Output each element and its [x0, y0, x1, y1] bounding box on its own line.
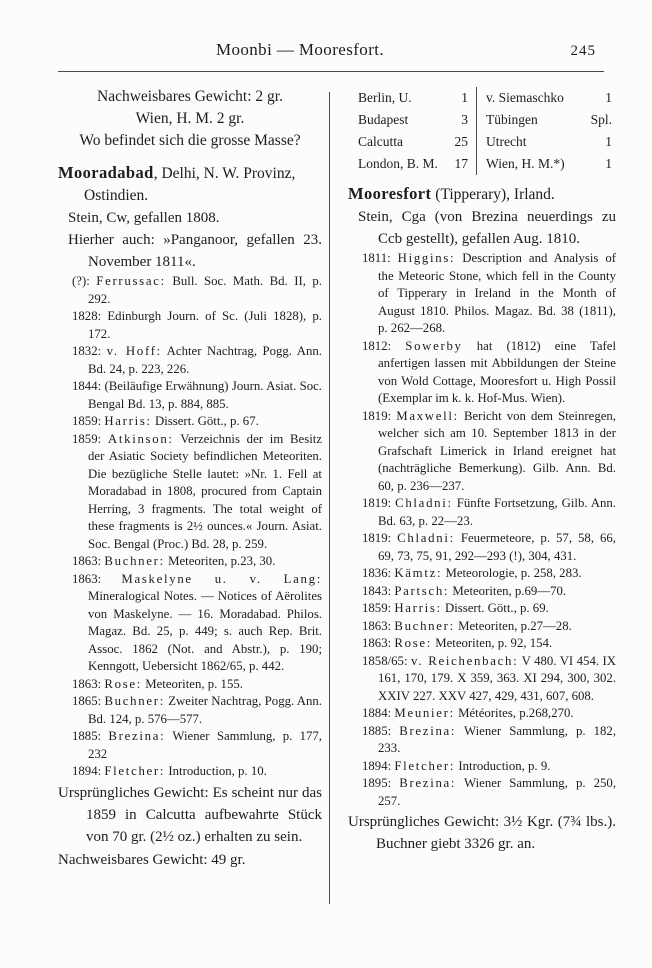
- entry-headword-rest: , Delhi, N. W. Provinz, Ostindien.: [84, 165, 296, 204]
- reference-text: Meteoriten, p.27—28.: [458, 618, 572, 633]
- reference-item: [58, 676, 322, 694]
- reference-text: Meteorologie, p. 258, 283.: [445, 566, 582, 580]
- weight-note-line: Wien, H. M. 2 gr.: [135, 110, 245, 127]
- reference-text: Introduction, p. 9.: [458, 758, 551, 773]
- reference-text: Description and Analysis of the Meteoric Stone, which fell in the County of Tipperary in Ireland in the Month of August 1810. Philos. Magaz. Bd. 38 (1811), p. 262—268.: [378, 251, 616, 335]
- page-number: 245: [570, 43, 596, 59]
- reference-year: 1863:: [362, 636, 392, 650]
- collection-name: London, B. M.: [358, 156, 438, 171]
- right-column: [348, 86, 616, 871]
- reference-item: [58, 763, 322, 781]
- reference-year: 1863:: [362, 618, 392, 633]
- reference-year: 1828:: [72, 309, 102, 323]
- reference-text: Wiener Sammlung, p. 177, 232: [88, 729, 323, 761]
- collection-count: 1: [605, 156, 612, 171]
- reference-year: 1885:: [362, 723, 392, 738]
- reference-text: Meteoriten, p.23, 30.: [168, 554, 276, 568]
- entry-headword-rest: (Tipperary), Irland.: [431, 186, 555, 203]
- reference-text: Meteoriten, p. 92, 154.: [435, 636, 553, 650]
- reference-year: 1812:: [362, 338, 392, 353]
- table-row: [358, 87, 616, 109]
- page-title: Moonbi — Mooresfort.: [215, 40, 385, 59]
- entry-note-line: Hierher auch: »Panganoor, gefallen 23. November 1811«.: [68, 232, 322, 270]
- reference-item: [348, 565, 616, 583]
- reference-year: 1811:: [362, 251, 391, 265]
- reference-year: 1859:: [72, 431, 102, 446]
- collection-name: Calcutta: [358, 134, 403, 149]
- reference-item: [348, 338, 616, 408]
- reference-text: V 480. VI 454. IX 161, 170, 179. X 359, 363. XI 294, 300, 302. XXIV 227. XXV 427, 429, 431, 607, 608.: [378, 653, 617, 703]
- reference-item: [348, 618, 616, 636]
- reference-year: 1843:: [362, 583, 392, 598]
- reference-text: Introduction, p. 10.: [168, 764, 267, 778]
- collections-table: [358, 87, 616, 175]
- reference-text: Wiener Sammlung, p. 250, 257.: [378, 776, 617, 808]
- reference-item: [58, 431, 322, 554]
- reference-author: Chladni:: [397, 531, 455, 545]
- reference-text: (Beiläufige Erwähnung) Journ. Asiat. Soc. Bengal Bd. 13, p. 884, 885.: [88, 379, 322, 411]
- header-rule: [58, 71, 604, 72]
- table-row: [358, 153, 616, 175]
- collection-name: Utrecht: [476, 131, 582, 153]
- reference-text: Verzeichnis der im Besitz der Asiatic Society befindlichen Meteoriten. Die bezügliche Stelle lautet: »Nr. 1. Fell at Moradabad in 1808, procured from Captain Herring, 3 fragments. The total weight of these fragments is 2½ ounces.« Journ. Asiat. Soc. Bengal (Proc.) Bd. 28, p. 259.: [88, 431, 323, 551]
- reference-author: Harris:: [104, 414, 152, 428]
- reference-text: Météorites, p.268,270.: [458, 706, 574, 720]
- reference-text: Bericht von dem Steinregen, welcher sich am 10. September 1813 in der Grafschaft Limerick in Irland ereignet hat (nachträgliche Bemerkung). Gilb. Ann. Bd. 60, p. 236—237.: [378, 408, 616, 493]
- reference-author: Higgins:: [397, 251, 456, 265]
- reference-item: [348, 495, 616, 530]
- collection-name: Wien, H. M.*): [476, 153, 582, 175]
- collection-count: 1: [605, 90, 612, 105]
- reference-year: 1832:: [72, 344, 102, 358]
- reference-year: 1895:: [362, 776, 392, 790]
- collection-name: Budapest: [358, 112, 409, 127]
- reference-item: [348, 705, 616, 723]
- reference-author: Fletcher:: [104, 764, 166, 778]
- reference-year: 1894:: [362, 758, 392, 773]
- reference-text: Feuermeteore, p. 57, 58, 66, 69, 73, 75, 91, 292—293 (!), 304, 431.: [378, 531, 617, 563]
- reference-item: [348, 250, 616, 338]
- table-row: [358, 131, 616, 153]
- reference-author: Meunier:: [394, 706, 455, 720]
- reference-author: Kämtz:: [394, 566, 443, 580]
- reference-year: 1844:: [72, 379, 102, 393]
- reference-author: Brezina:: [399, 723, 457, 738]
- reference-item: [58, 308, 322, 343]
- reference-item: [348, 758, 616, 776]
- reference-year: 1863:: [72, 676, 102, 691]
- reference-author: Maxwell:: [396, 408, 459, 423]
- reference-text: Wiener Sammlung, p. 182, 233.: [378, 723, 617, 755]
- reference-author: Ferrussac:: [96, 274, 166, 288]
- reference-year: 1885:: [72, 729, 102, 743]
- reference-author: Maskelyne u. v. Lang:: [121, 571, 322, 586]
- entry-headword: Mooresfort: [348, 184, 432, 203]
- reference-item: [58, 693, 322, 728]
- reference-author: Brezina:: [108, 729, 166, 743]
- reference-text: Mineralogical Notes. — Notices of Aërolites von Maskelyne. — 16. Moradabad. Philos. Magaz. Bd. 25, p. 449; s. auch Rep. Brit. Assoc. 1862 (Not. and Abstr.), p. 190; Kenngott, Uebersicht 1862/65, p. 442.: [88, 589, 322, 673]
- traceable-weight-note: Nachweisbares Gewicht: 49 gr.: [58, 851, 246, 868]
- reference-text: hat (1812) eine Tafel anfertigen lassen mit Abbildungen der Steine von Wold Cottage, Mooresfort u. High Possil (Exemplar im k. k. Hof-Mus. Wien).: [378, 338, 617, 405]
- reference-text: Dissert. Gött., p. 69.: [445, 601, 549, 615]
- collection-count: 3: [461, 112, 468, 127]
- carryover-weight-note: [58, 86, 322, 152]
- reference-text: Fünfte Fortsetzung, Gilb. Ann. Bd. 63, p. 22—23.: [378, 496, 617, 528]
- collection-name: Tübingen: [476, 109, 582, 131]
- reference-item: [58, 273, 322, 308]
- reference-year: 1819:: [362, 496, 392, 510]
- reference-year: (?):: [72, 274, 90, 288]
- reference-item: [58, 571, 322, 676]
- collection-count: 17: [454, 156, 468, 171]
- reference-text: Edinburgh Journ. of Sc. (Juli 1828), p. 172.: [88, 309, 323, 341]
- reference-item: [58, 378, 322, 413]
- reference-year: 1894:: [72, 764, 102, 778]
- reference-author: v. Reichenbach:: [410, 653, 519, 668]
- reference-year: 1859:: [362, 601, 392, 615]
- reference-item: [348, 635, 616, 653]
- weight-note-line: Nachweisbares Gewicht: 2 gr.: [97, 88, 283, 105]
- reference-year: 1858/65:: [362, 653, 408, 668]
- weight-note-line: Wo befindet sich die grosse Masse?: [79, 132, 301, 149]
- collection-count: 1: [605, 134, 612, 149]
- collection-count: 25: [454, 134, 468, 149]
- entry-headword: Mooradabad: [58, 163, 154, 182]
- reference-author: Fletcher:: [394, 758, 456, 773]
- reference-author: Buchner:: [394, 618, 455, 633]
- reference-year: 1836:: [362, 566, 392, 580]
- reference-year: 1863:: [72, 554, 102, 568]
- reference-author: Harris:: [394, 601, 442, 615]
- left-column: [58, 86, 322, 871]
- reference-text: Meteoriten, p.69—70.: [452, 583, 567, 598]
- original-weight-note: Ursprüngliches Gewicht: 3½ Kgr. (7¾ lbs.). Buchner giebt 3326 gr. an.: [348, 814, 616, 852]
- collection-count: 1: [461, 90, 468, 105]
- entry-heading-mooresfort: [348, 183, 616, 206]
- reference-item: [58, 413, 322, 431]
- reference-author: Atkinson:: [107, 431, 174, 446]
- reference-text: Meteoriten, p. 155.: [145, 676, 243, 691]
- reference-item: [348, 408, 616, 496]
- collection-count: Spl.: [590, 112, 612, 127]
- collection-name: Berlin, U.: [358, 90, 412, 105]
- reference-year: 1859:: [72, 414, 102, 428]
- reference-item: [348, 600, 616, 618]
- reference-list: [58, 273, 322, 781]
- reference-item: [348, 583, 616, 601]
- reference-author: Partsch:: [394, 583, 450, 598]
- reference-author: Chladni:: [395, 496, 453, 510]
- reference-item: [348, 530, 616, 565]
- reference-item: [348, 723, 616, 758]
- reference-author: Rose:: [394, 636, 433, 650]
- reference-text: Zweiter Nachtrag, Pogg. Ann. Bd. 124, p. 576—577.: [88, 694, 322, 726]
- reference-year: 1884:: [362, 706, 392, 720]
- reference-item: [58, 728, 322, 763]
- original-weight-note: Ursprüngliches Gewicht: Es scheint nur das 1859 in Calcutta aufbewahrte Stück von 70 gr. (2½ oz.) erhalten zu sein.: [58, 784, 322, 845]
- reference-author: Sowerby: [405, 338, 463, 353]
- reference-author: Buchner:: [104, 554, 165, 568]
- reference-text: Dissert. Gött., p. 67.: [155, 414, 259, 428]
- reference-item: [58, 343, 322, 378]
- collection-name: v. Siemaschko: [476, 87, 582, 109]
- reference-text: Achter Nachtrag, Pogg. Ann. Bd. 24, p. 223, 226.: [88, 344, 322, 376]
- entry-type-line: Stein, Cw, gefallen 1808.: [68, 210, 220, 226]
- reference-year: 1865:: [72, 694, 102, 708]
- reference-text: Bull. Soc. Math. Bd. II, p. 292.: [88, 274, 322, 306]
- reference-item: [348, 653, 616, 706]
- reference-year: 1863:: [72, 571, 102, 586]
- reference-item: [348, 775, 616, 810]
- page-content: [58, 86, 616, 871]
- reference-item: [58, 553, 322, 571]
- reference-author: Rose:: [104, 676, 143, 691]
- page-header: [58, 40, 602, 64]
- table-row: [358, 109, 616, 131]
- reference-year: 1819:: [362, 408, 392, 423]
- reference-author: v. Hoff:: [106, 344, 162, 358]
- reference-list: [348, 250, 616, 810]
- reference-year: 1819:: [362, 531, 392, 545]
- reference-author: Brezina:: [399, 776, 457, 790]
- reference-author: Buchner:: [104, 694, 165, 708]
- entry-type-line: Stein, Cga (von Brezina neuerdings zu Ccb gestellt), gefallen Aug. 1810.: [358, 209, 616, 247]
- entry-heading-mooradabad: [58, 162, 322, 207]
